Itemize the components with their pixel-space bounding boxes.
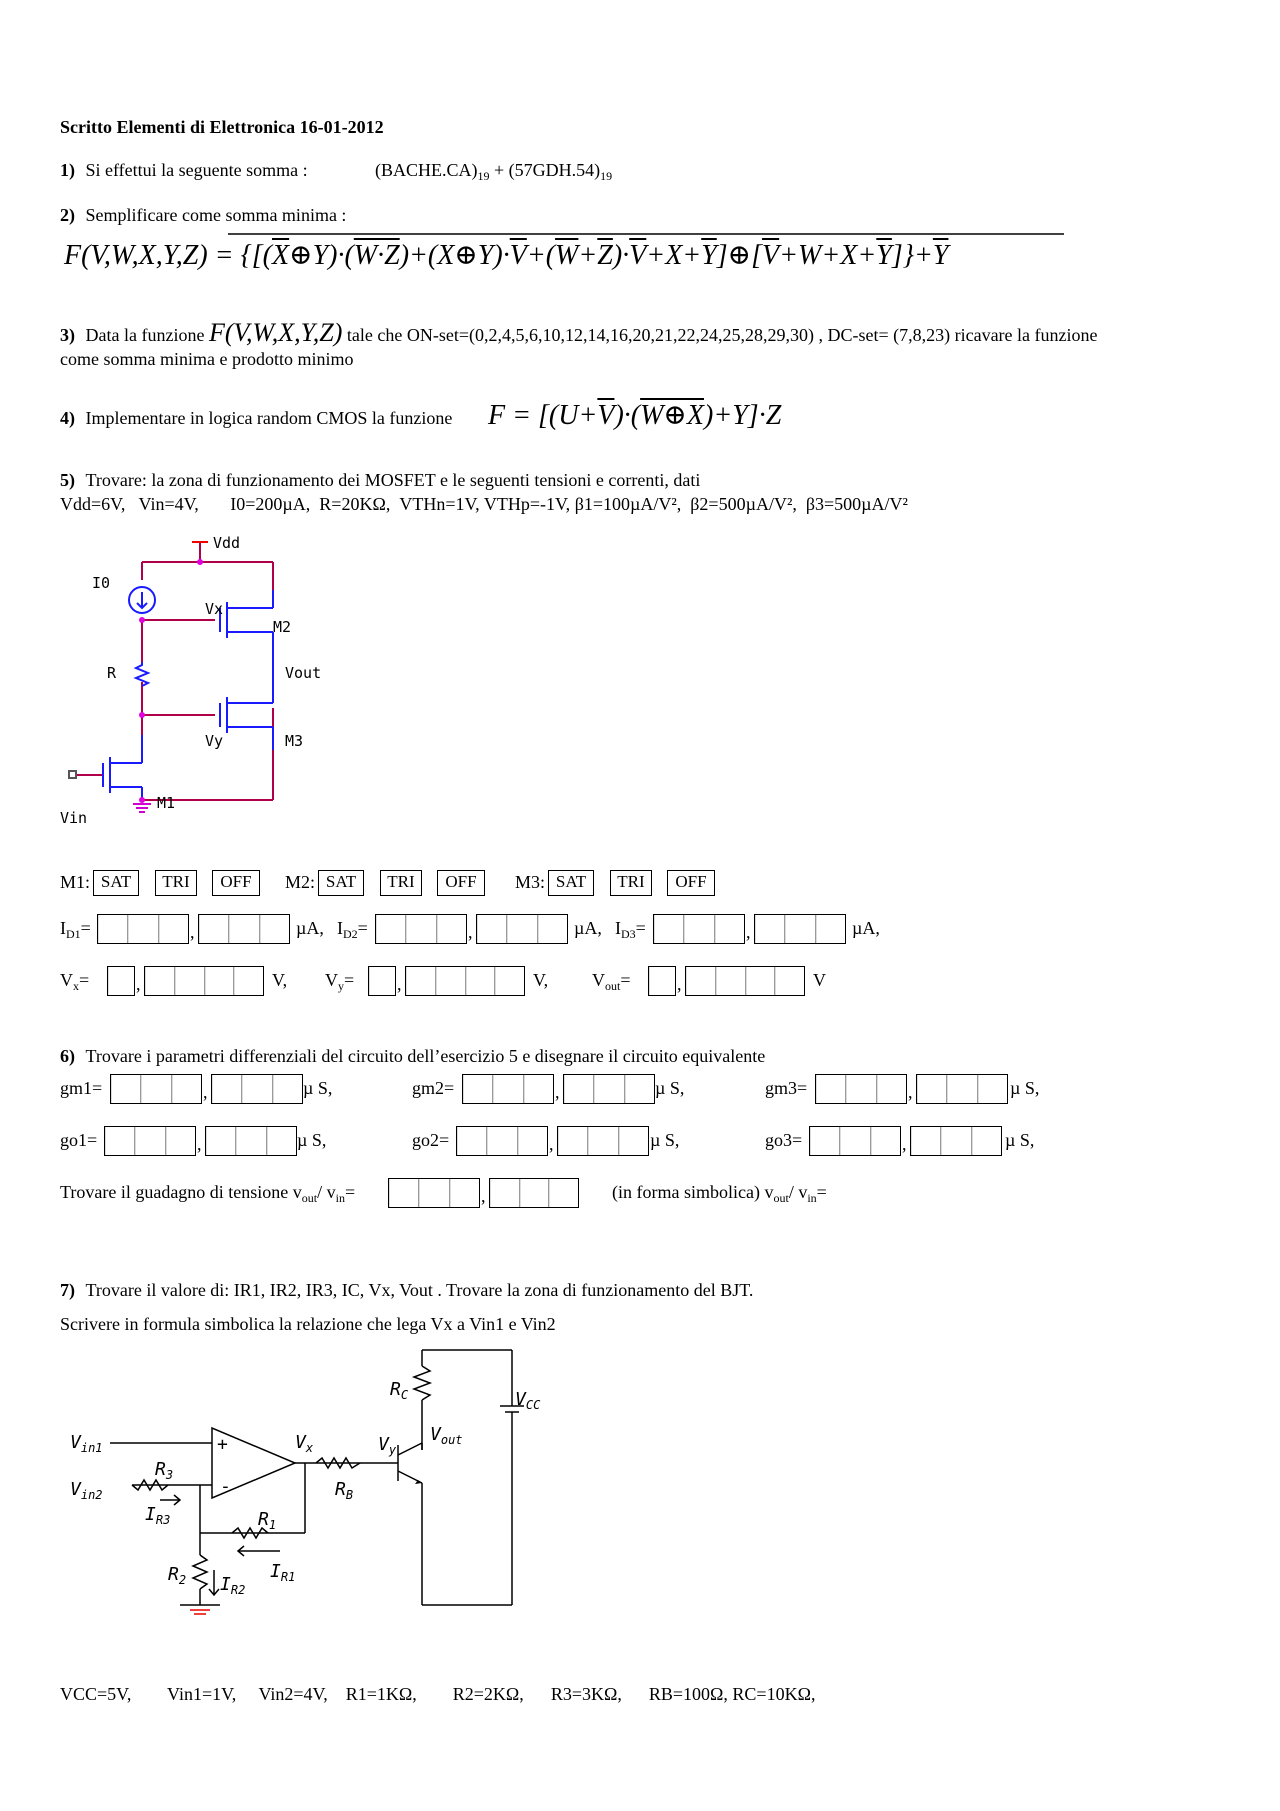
comma: ,	[677, 974, 682, 994]
q5-parameters	[60, 494, 908, 515]
id1-integer-input[interactable]	[97, 914, 189, 944]
m2-off-option[interactable]: OFF	[437, 870, 485, 896]
gain-label: Trovare il guadagno di tensione $v_{out}/$ $v_{in}=$	[60, 1182, 356, 1205]
question-number: 1)	[60, 160, 75, 180]
boolean-formula-q4: $F = [(U+\overline{V})\cdot(W\oplus X)+Y]\cdot Z$	[488, 400, 782, 431]
gm1-label: gm1=	[60, 1078, 103, 1098]
label-vin1: $V_{in1}$	[70, 1432, 103, 1455]
comma: ,	[190, 922, 195, 942]
question-number: 4)	[60, 408, 75, 428]
go2-label: go2=	[412, 1130, 450, 1150]
current-label-id2: $I_{D2}=$	[337, 918, 368, 941]
current-label-id1: $I_{D1}=$	[60, 918, 91, 941]
label-ir3: $I_{R3}$	[145, 1504, 171, 1527]
opamp-plus: +	[217, 1434, 228, 1455]
sum-expression	[375, 160, 612, 184]
param-r2: R2=2KΩ,	[452, 1684, 524, 1704]
m1-sat-option[interactable]: SAT	[93, 870, 139, 896]
q7-parameters	[60, 1684, 815, 1705]
go1-integer-input[interactable]	[104, 1126, 196, 1156]
param-r3: R3=3KΩ,	[550, 1684, 622, 1704]
label-ir1: $I_{R1}$	[270, 1561, 296, 1584]
m1-off-option[interactable]: OFF	[212, 870, 260, 896]
zone-label-m2: M2:	[285, 872, 316, 892]
id3-decimal-input[interactable]	[754, 914, 846, 944]
base-b: 19	[600, 169, 613, 183]
question-text: Trovare i parametri differenziali del circuito dell’esercizio 5 e disegnare il circuito equivalente	[85, 1046, 766, 1066]
param-vin2: Vin2=4V,	[258, 1684, 328, 1704]
comma: ,	[136, 974, 141, 994]
go3-label: go3=	[765, 1130, 803, 1150]
vout-decimal-input[interactable]	[685, 966, 805, 996]
unit: V	[813, 970, 826, 990]
go2-decimal-input[interactable]	[557, 1126, 649, 1156]
label-m1: M1	[157, 794, 176, 812]
vx-integer-input[interactable]	[107, 966, 135, 996]
vy-decimal-input[interactable]	[405, 966, 525, 996]
m1-tri-option[interactable]: TRI	[155, 870, 197, 896]
unit: µA,	[296, 918, 324, 938]
label-ir2: $I_{R2}$	[220, 1574, 246, 1597]
question-3	[60, 318, 1098, 348]
page-title: Scritto Elementi di Elettronica 16-01-2012	[60, 117, 384, 137]
unit: µA,	[574, 918, 602, 938]
label-vx: Vx	[205, 600, 224, 618]
param-vin1: Vin1=1V,	[167, 1684, 237, 1704]
voltage-label-vout: $V_{out}=$	[592, 970, 631, 993]
param-vin: Vin=4V,	[138, 494, 199, 514]
question-7	[60, 1280, 753, 1301]
question-2	[60, 205, 346, 226]
label-r3: $R_3$	[155, 1459, 174, 1482]
voltage-label-vy: $V_y=$	[325, 970, 355, 993]
unit: µ S,	[655, 1078, 685, 1098]
operand-b: (57GDH.54)	[508, 160, 601, 180]
question-6	[60, 1046, 765, 1067]
question-1	[60, 160, 308, 181]
mosfet-circuit-diagram	[55, 530, 355, 830]
go1-label: go1=	[60, 1130, 98, 1150]
question-text: Si effettui la seguente somma :	[85, 160, 308, 180]
symbolic-gain-label: (in forma simbolica) $v_{out}/$ $v_{in}=$	[612, 1182, 827, 1205]
current-label-id3: $I_{D3}=$	[615, 918, 646, 941]
label-vout: $V_{out}$	[430, 1424, 463, 1447]
question-number: 5)	[60, 470, 75, 490]
opamp-bjt-circuit-diagram	[60, 1340, 580, 1660]
unit: µA,	[852, 918, 880, 938]
gm1-integer-input[interactable]	[110, 1074, 202, 1104]
m3-off-option[interactable]: OFF	[667, 870, 715, 896]
boolean-formula-q2: $F(V,W,X,Y,Z) = \{[(\overline{X}\oplus Y)\cdot(W\cdot Z)+(X\oplus Y)\cdot\overline{V}+(\overline{W}+\overline{Z})\cdot\overline{V}+X+\overline{Y}]\oplus[\overline{V}+W+X+\overline{Y}]\}+\overline{Y}$	[64, 240, 949, 271]
zone-label-m3: M3:	[515, 872, 546, 892]
question-number: 3)	[60, 325, 75, 345]
param-i0: I0=200µA,	[230, 494, 311, 514]
label-vin: Vin	[60, 809, 88, 827]
param-vcc: VCC=5V,	[60, 1684, 132, 1704]
plus-sign: +	[494, 160, 505, 180]
comma: ,	[468, 922, 473, 942]
question-text: Trovare il valore di: IR1, IR2, IR3, IC, Vx, Vout . Trovare la zona di funzionamento del BJT.	[85, 1280, 754, 1300]
label-m3: M3	[285, 732, 304, 750]
comma: ,	[397, 974, 402, 994]
param-beta1: β1=100µA/V²,	[574, 494, 682, 514]
unit: µ S,	[1010, 1078, 1040, 1098]
param-beta3: β3=500µA/V²	[805, 494, 908, 514]
unit: µ S,	[303, 1078, 333, 1098]
id2-integer-input[interactable]	[375, 914, 467, 944]
label-i0: I0	[92, 574, 111, 592]
question-text: Data la funzione	[85, 325, 205, 345]
question-text: Semplificare come somma minima :	[85, 205, 347, 225]
unit: µ S,	[650, 1130, 680, 1150]
label-vy: $V_y$	[378, 1434, 397, 1457]
unit: V,	[272, 970, 288, 990]
question-7-line2: Scrivere in formula simbolica la relazione che lega Vx a Vin1 e Vin2	[60, 1314, 556, 1334]
unit: µ S,	[297, 1130, 327, 1150]
m3-sat-option[interactable]: SAT	[548, 870, 594, 896]
go3-integer-input[interactable]	[809, 1126, 901, 1156]
label-vdd: Vdd	[213, 534, 241, 552]
gm2-decimal-input[interactable]	[563, 1074, 655, 1104]
param-vthn: VTHn=1V,	[399, 494, 480, 514]
gm3-label: gm3=	[765, 1078, 808, 1098]
param-rb: RB=100Ω,	[648, 1684, 728, 1704]
question-4	[60, 408, 452, 429]
id2-decimal-input[interactable]	[476, 914, 568, 944]
function-name: F(V,W,X,Y,Z)	[208, 318, 343, 347]
id3-integer-input[interactable]	[653, 914, 745, 944]
vout-integer-input[interactable]	[648, 966, 676, 996]
unit: V,	[533, 970, 549, 990]
gain-decimal-input[interactable]	[489, 1178, 579, 1208]
label-vy: Vy	[205, 732, 224, 750]
question-number: 2)	[60, 205, 75, 225]
go1-decimal-input[interactable]	[205, 1126, 297, 1156]
go3-decimal-input[interactable]	[910, 1126, 1002, 1156]
gm2-label: gm2=	[412, 1078, 455, 1098]
question-3-line2: come somma minima e prodotto minimo	[60, 349, 354, 369]
gm3-decimal-input[interactable]	[916, 1074, 1008, 1104]
label-rc: $R_C$	[390, 1379, 409, 1402]
param-rc: RC=10KΩ,	[732, 1684, 816, 1704]
question-text: Implementare in logica random CMOS la funzione	[85, 408, 453, 428]
question-5	[60, 470, 700, 491]
question-number: 6)	[60, 1046, 75, 1066]
param-vdd: Vdd=6V,	[60, 494, 126, 514]
label-m2: M2	[273, 618, 292, 636]
param-r: R=20KΩ,	[319, 494, 391, 514]
opamp-minus: -	[220, 1476, 231, 1497]
gm1-decimal-input[interactable]	[211, 1074, 303, 1104]
m2-tri-option[interactable]: TRI	[380, 870, 422, 896]
m3-tri-option[interactable]: TRI	[610, 870, 652, 896]
param-vthp: VTHp=-1V,	[483, 494, 571, 514]
gm3-integer-input[interactable]	[815, 1074, 907, 1104]
id1-decimal-input[interactable]	[198, 914, 290, 944]
operand-a: (BACHE.CA)	[375, 160, 478, 180]
param-r1: R1=1KΩ,	[345, 1684, 417, 1704]
label-vin2: $V_{in2}$	[70, 1479, 103, 1502]
base-a: 19	[477, 169, 490, 183]
label-r: R	[107, 664, 117, 682]
gm2-integer-input[interactable]	[462, 1074, 554, 1104]
vx-decimal-input[interactable]	[144, 966, 264, 996]
label-r2: $R_2$	[168, 1564, 187, 1587]
gain-integer-input[interactable]	[388, 1178, 480, 1208]
label-vout: Vout	[285, 664, 322, 682]
comma: ,	[746, 922, 751, 942]
unit: µ S,	[1005, 1130, 1035, 1150]
m2-sat-option[interactable]: SAT	[318, 870, 364, 896]
go2-integer-input[interactable]	[456, 1126, 548, 1156]
formula-overbar	[228, 230, 1068, 238]
vy-integer-input[interactable]	[368, 966, 396, 996]
question-text: Trovare: la zona di funzionamento dei MOSFET e le seguenti tensioni e correnti, dati	[85, 470, 701, 490]
param-beta2: β2=500µA/V²,	[690, 494, 797, 514]
question-text-2: tale che ON-set=(0,2,4,5,6,10,12,14,16,20,21,22,24,25,28,29,30) , DC-set= (7,8,23) ricavare la funzione	[346, 325, 1098, 345]
label-vcc: $V_{CC}$	[515, 1389, 541, 1412]
label-rb: $R_B$	[335, 1479, 354, 1502]
question-number: 7)	[60, 1280, 75, 1300]
voltage-label-vx: $V_x=$	[60, 970, 90, 993]
label-vx: $V_x$	[295, 1432, 314, 1455]
label-r1: $R_1$	[258, 1509, 277, 1532]
zone-label-m1: M1:	[60, 872, 91, 892]
